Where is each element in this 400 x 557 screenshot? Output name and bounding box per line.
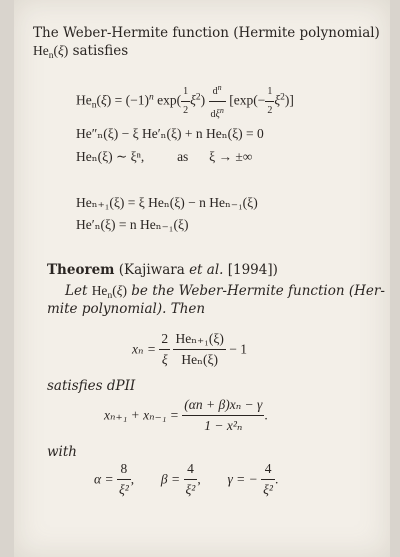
recurrence-formula-1: Heₙ₊₁(ξ) = ξ Heₙ(ξ) − n Heₙ₋₁(ξ) bbox=[76, 195, 258, 210]
definition-formula: $He_n(\xi) = (-1)^n$ exp( $\frac{1}{2}$ $\xi^2$) $\frac{d^n}{d\xi^n}$ [exp(− $\frac{1}{2}$ $\xi^2$)] bbox=[76, 80, 294, 123]
theorem-body-line-1: Let $He_n(\xi)$ be the Weber-Hermite function (Her- bbox=[65, 283, 385, 301]
intro-line-1: The Weber-Hermite function (Hermite polynomial) bbox=[33, 25, 380, 41]
parameters-formula: α = $\frac{8}{\text{ξ²}}$ , β = $\frac{4}{\text{ξ²}}$ , γ = − $\frac{4}{\text{ξ²}}$ . bbox=[94, 461, 279, 497]
theorem-body-line-2: mite polynomial). Then bbox=[47, 301, 206, 317]
ode-formula: He″ₙ(ξ) − ξ He′ₙ(ξ) + n Heₙ(ξ) = 0 bbox=[76, 126, 264, 141]
with-label: with bbox=[47, 444, 77, 460]
asymptotic-formula: Heₙ(ξ) ∼ ξⁿ, as ξ → ±∞ bbox=[76, 149, 253, 164]
theorem-heading: Theorem (Kajiwara et al. [1994]) bbox=[47, 262, 278, 278]
document-page bbox=[14, 0, 390, 557]
recurrence-formula-2: He′ₙ(ξ) = n Heₙ₋₁(ξ) bbox=[76, 217, 189, 232]
dpii-formula: xₙ₊₁ + xₙ₋₁ = $\frac{\text{(αn + β)xₙ − γ}}{\text{1 − x²ₙ}}$ . bbox=[104, 397, 268, 433]
intro-line-2: $He_n(\xi)$ satisfies bbox=[33, 43, 129, 61]
xn-formula: xₙ = $\frac{2}{\xi}$ $\frac{\text{Heₙ₊₁(ξ)}}{\text{Heₙ(ξ)}}$ − 1 bbox=[132, 331, 248, 367]
satisfies-label: satisfies dPII bbox=[47, 378, 136, 394]
